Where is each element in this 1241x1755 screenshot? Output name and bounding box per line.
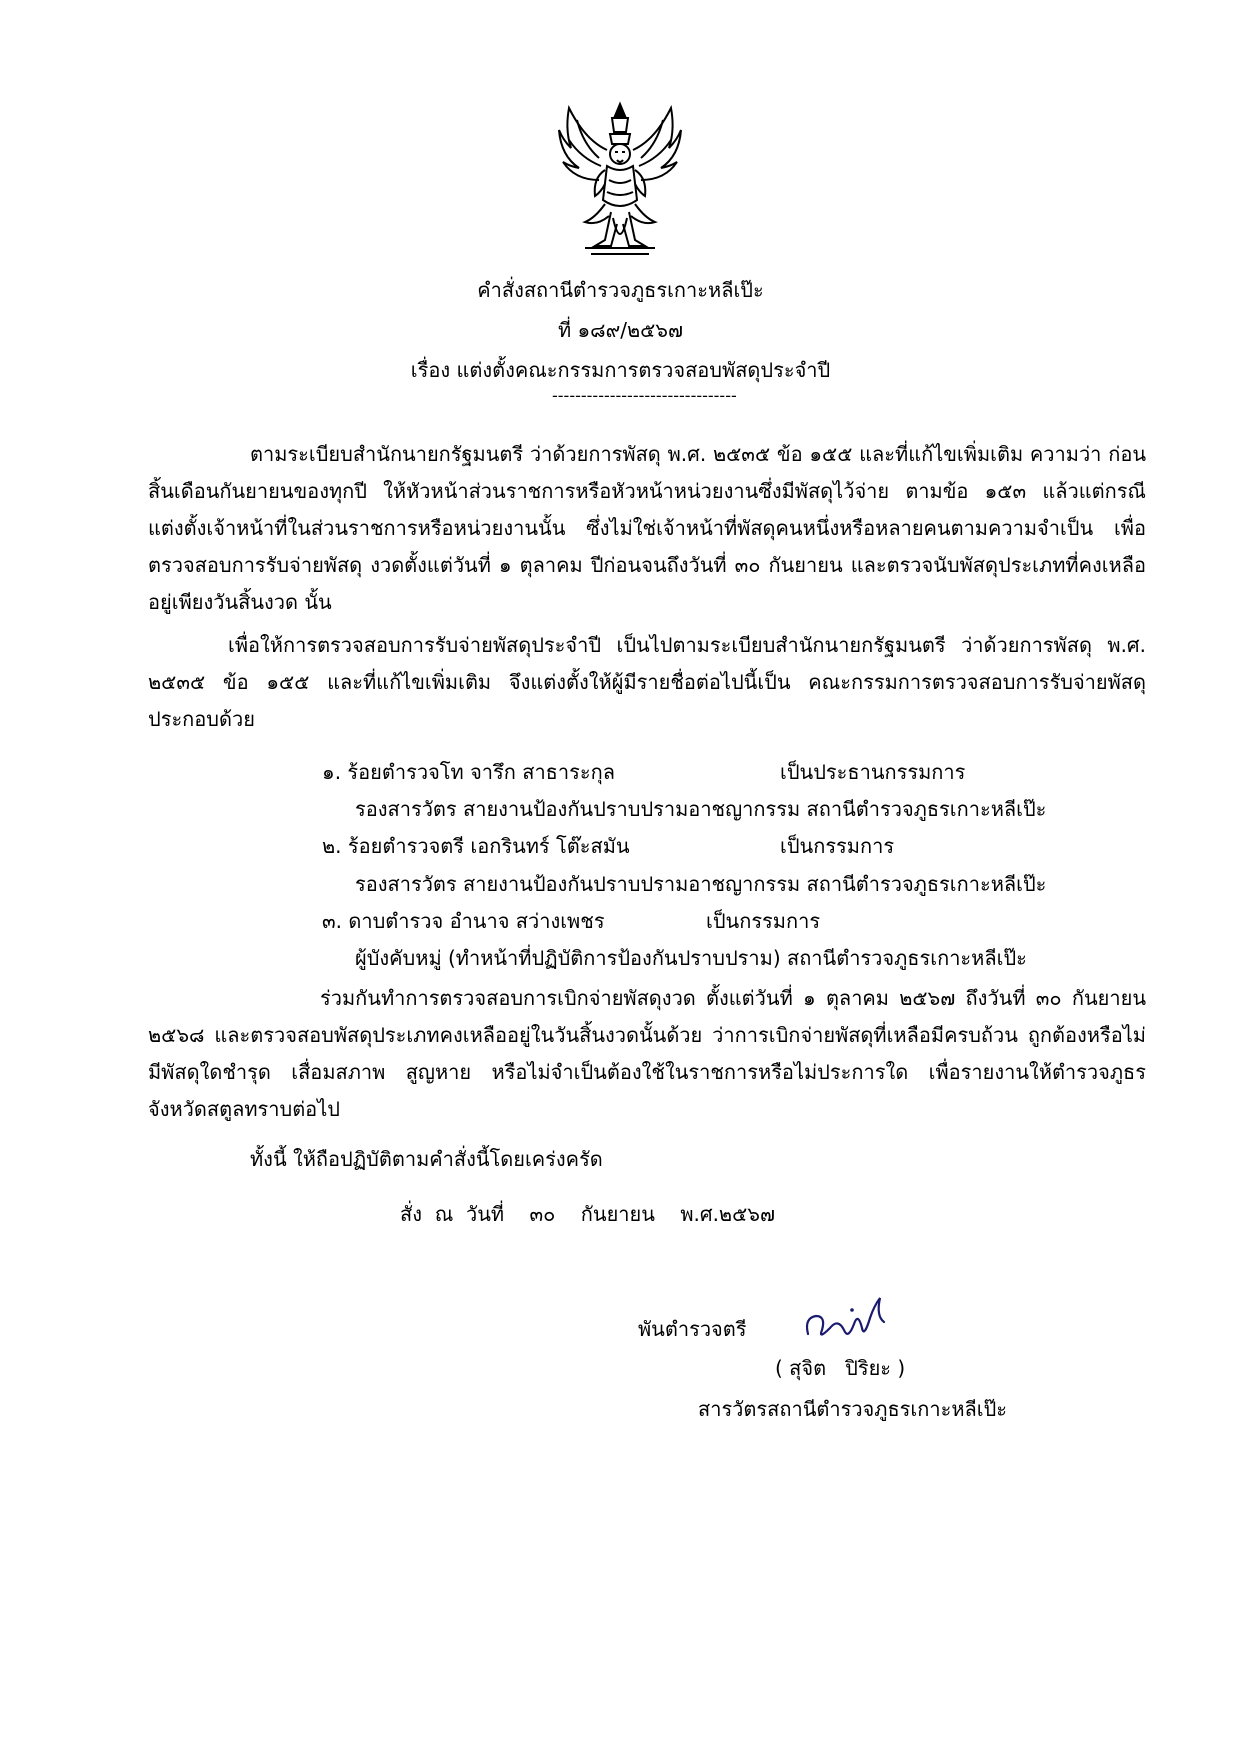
paragraph-enforcement: ทั้งนี้ ให้ถือปฏิบัติตามคำสั่งนี้โดยเคร่งครัด bbox=[250, 1147, 603, 1171]
paragraph-duties: ร่วมกันทำการตรวจสอบการเบิกจ่ายพัสดุงวด ตั้งแต่วันที่ ๑ ตุลาคม ๒๕๖๗ ถึงวันที่ ๓๐ กันยายน ๒๕๖๘ และตรวจสอบพัสดุประเภทคงเหลืออยู่ในวันสิ้นงวดนั้นด้วย ว่าการเบิกจ่ายพัสดุที่เหลือมีครบถ้วน ถูกต้องหรือไม่ มีพัสดุใดชำรุด เสื่อมสภาพ สูญหาย หรือไม่จำเป็นต้องใช้ในราชการหรือไม่ประการใด เพื่อรายงานให้ตำรวจภูธรจังหวัดสตูลทราบต่อไป bbox=[148, 986, 1146, 1121]
order-subject: เรื่อง แต่งตั้งคณะกรรมการตรวจสอบพัสดุประจำปี bbox=[410, 358, 831, 382]
order-date: สั่ง ณ วันที่ ๓๐ กันยายน พ.ศ.๒๕๖๗ bbox=[400, 1202, 775, 1226]
paragraph-regulation: ตามระเบียบสำนักนายกรัฐมนตรี ว่าด้วยการพัสดุ พ.ศ. ๒๕๓๕ ข้อ ๑๕๕ และที่แก้ไขเพิ่มเติม ความว่า ก่อนสิ้นเดือนกันยายนของทุกปี ให้หัวหน้าส่วนราชการหรือหัวหน้าหน่วยงานซึ่งมีพัสดุไว้จ่าย ตามข้อ ๑๕๓ แล้วแต่กรณี แต่งตั้งเจ้าหน้าที่ในส่วนราชการหรือหน่วยงานนั้น ซึ่งไม่ใช่เจ้าหน้าที่พัสดุคนหนึ่งหรือหลายคนตามความจำเป็น เพื่อตรวจสอบการรับจ่ายพัสดุ งวดตั้งแต่วันที่ ๑ ตุลาคม ปีก่อนจนถึงวันที่ ๓๐ กันยายน และตรวจนับพัสดุประเภทที่คงเหลืออยู่เพียงวันสิ้นงวด นั้น bbox=[148, 442, 1147, 614]
garuda-emblem-icon bbox=[555, 100, 685, 260]
signer-rank: พันตำรวจตรี bbox=[638, 1317, 747, 1341]
signer-title: สารวัตรสถานีตำรวจภูธรเกาะหลีเป๊ะ bbox=[698, 1397, 1008, 1421]
handwritten-signature bbox=[800, 1288, 900, 1348]
paragraph-appointment: เพื่อให้การตรวจสอบการรับจ่ายพัสดุประจำปี เป็นไปตามระเบียบสำนักนายกรัฐมนตรี ว่าด้วยการพัสดุ พ.ศ. ๒๕๓๕ ข้อ ๑๕๕ และที่แก้ไขเพิ่มเติม จึงแต่งตั้งให้ผู้มีรายชื่อต่อไปนี้เป็น คณะกรรมการตรวจสอบการรับจ่ายพัสดุ ประกอบด้วย bbox=[148, 633, 1146, 731]
member-1-position: รองสารวัตร สายงานป้องกันปราบปรามอาชญากรรม สถานีตำรวจภูธรเกาะหลีเป๊ะ bbox=[355, 797, 1047, 821]
member-2-role: เป็นกรรมการ bbox=[780, 834, 895, 858]
member-3-name: ๓. ดาบตำรวจ อำนาจ สว่างเพชร bbox=[322, 909, 605, 933]
member-1-name: ๑. ร้อยตำรวจโท จารึก สาธาระกุล bbox=[322, 760, 615, 784]
member-2-position: รองสารวัตร สายงานป้องกันปราบปรามอาชญากรรม สถานีตำรวจภูธรเกาะหลีเป๊ะ bbox=[355, 872, 1047, 896]
member-3-position: ผู้บังคับหมู่ (ทำหน้าที่ปฏิบัติการป้องกันปราบปราม) สถานีตำรวจภูธรเกาะหลีเป๊ะ bbox=[355, 946, 1027, 970]
member-1-role: เป็นประธานกรรมการ bbox=[780, 760, 966, 784]
signer-name: ( สุจิต ปิริยะ ) bbox=[775, 1356, 906, 1380]
order-number: ที่ ๑๘๙/๒๕๖๗ bbox=[557, 318, 684, 342]
order-title: คำสั่งสถานีตำรวจภูธรเกาะหลีเป๊ะ bbox=[477, 278, 764, 302]
member-2-name: ๒. ร้อยตำรวจตรี เอกรินทร์ โต๊ะสมัน bbox=[322, 834, 630, 858]
member-3-role: เป็นกรรมการ bbox=[706, 909, 821, 933]
divider-line: -------------------------------- bbox=[552, 386, 737, 405]
